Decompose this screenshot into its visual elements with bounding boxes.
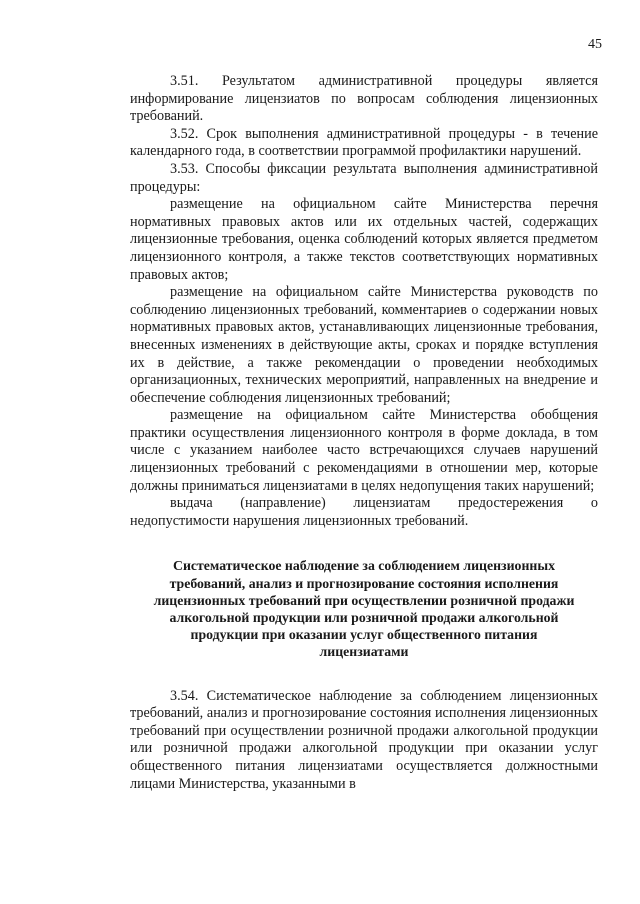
paragraph-3-54: 3.54. Систематическое наблюдение за соблюдением лицензионных требований, анализ и прогнозирование состояния исполнения лицензионных требований при осуществлении розничной продажи алкогольной продукции или розничной продажи алкогольной продукции при оказании услуг общественного питания лицензиатами осуществляется должностными лицами Министерства, указанными в (130, 687, 598, 792)
list-item-warning: выдача (направление) лицензиатам предостережения о недопустимости нарушения лицензионных требований. (130, 495, 598, 529)
section-heading (130, 557, 598, 660)
list-item-guidelines: размещение на официальном сайте Министерства руководств по соблюдению лицензионных требований, комментариев о содержании новых нормативных правовых актов, устанавливающих лицензионные требования, внесенных изменениях в действующие акты, сроках и порядке вступления их в действие, а также рекомендации о проведении необходимых организационных, технических мероприятий, направленных на внедрение и обеспечение соблюдения лицензионных требований; (130, 284, 598, 406)
list-item-normative-acts: размещение на официальном сайте Министерства перечня нормативных правовых актов или их отдельных частей, содержащих лицензионные требования, оценка соблюдений которых является предметом лицензионного контроля, а также текстов соответствующих нормативных правовых актов; (130, 196, 598, 283)
document-body (130, 73, 598, 793)
heading-line: лицензионных требований при осуществлении розничной продажи (153, 592, 575, 608)
heading-line: лицензиатами (319, 644, 409, 660)
list-item-practice-summary: размещение на официальном сайте Министерства обобщения практики осуществления лицензионного контроля в форме доклада, в том числе с указанием наиболее часто встречающихся случаев нарушений лицензионных требований с рекомендациями в отношении мер, которые должны приниматься лицензиатами в целях недопущения таких нарушений; (130, 407, 598, 494)
paragraph-3-52: 3.52. Срок выполнения административной процедуры - в течение календарного года, в соответствии программой профилактики нарушений. (130, 125, 598, 160)
heading-line: продукции при оказании услуг общественного питания (190, 627, 538, 643)
paragraph-3-51: 3.51. Результатом административной процедуры является информирование лицензиатов по вопросам соблюдения лицензионных требований. (130, 73, 598, 125)
heading-line: Систематическое наблюдение за соблюдением лицензионных (172, 558, 556, 574)
paragraph-3-53: 3.53. Способы фиксации результата выполнения административной процедуры: (130, 160, 598, 195)
heading-line: требований, анализ и прогнозирование состояния исполнения (169, 575, 559, 591)
heading-line: алкогольной продукции или розничной продажи алкогольной (169, 610, 559, 626)
page-number: 45 (588, 37, 602, 52)
